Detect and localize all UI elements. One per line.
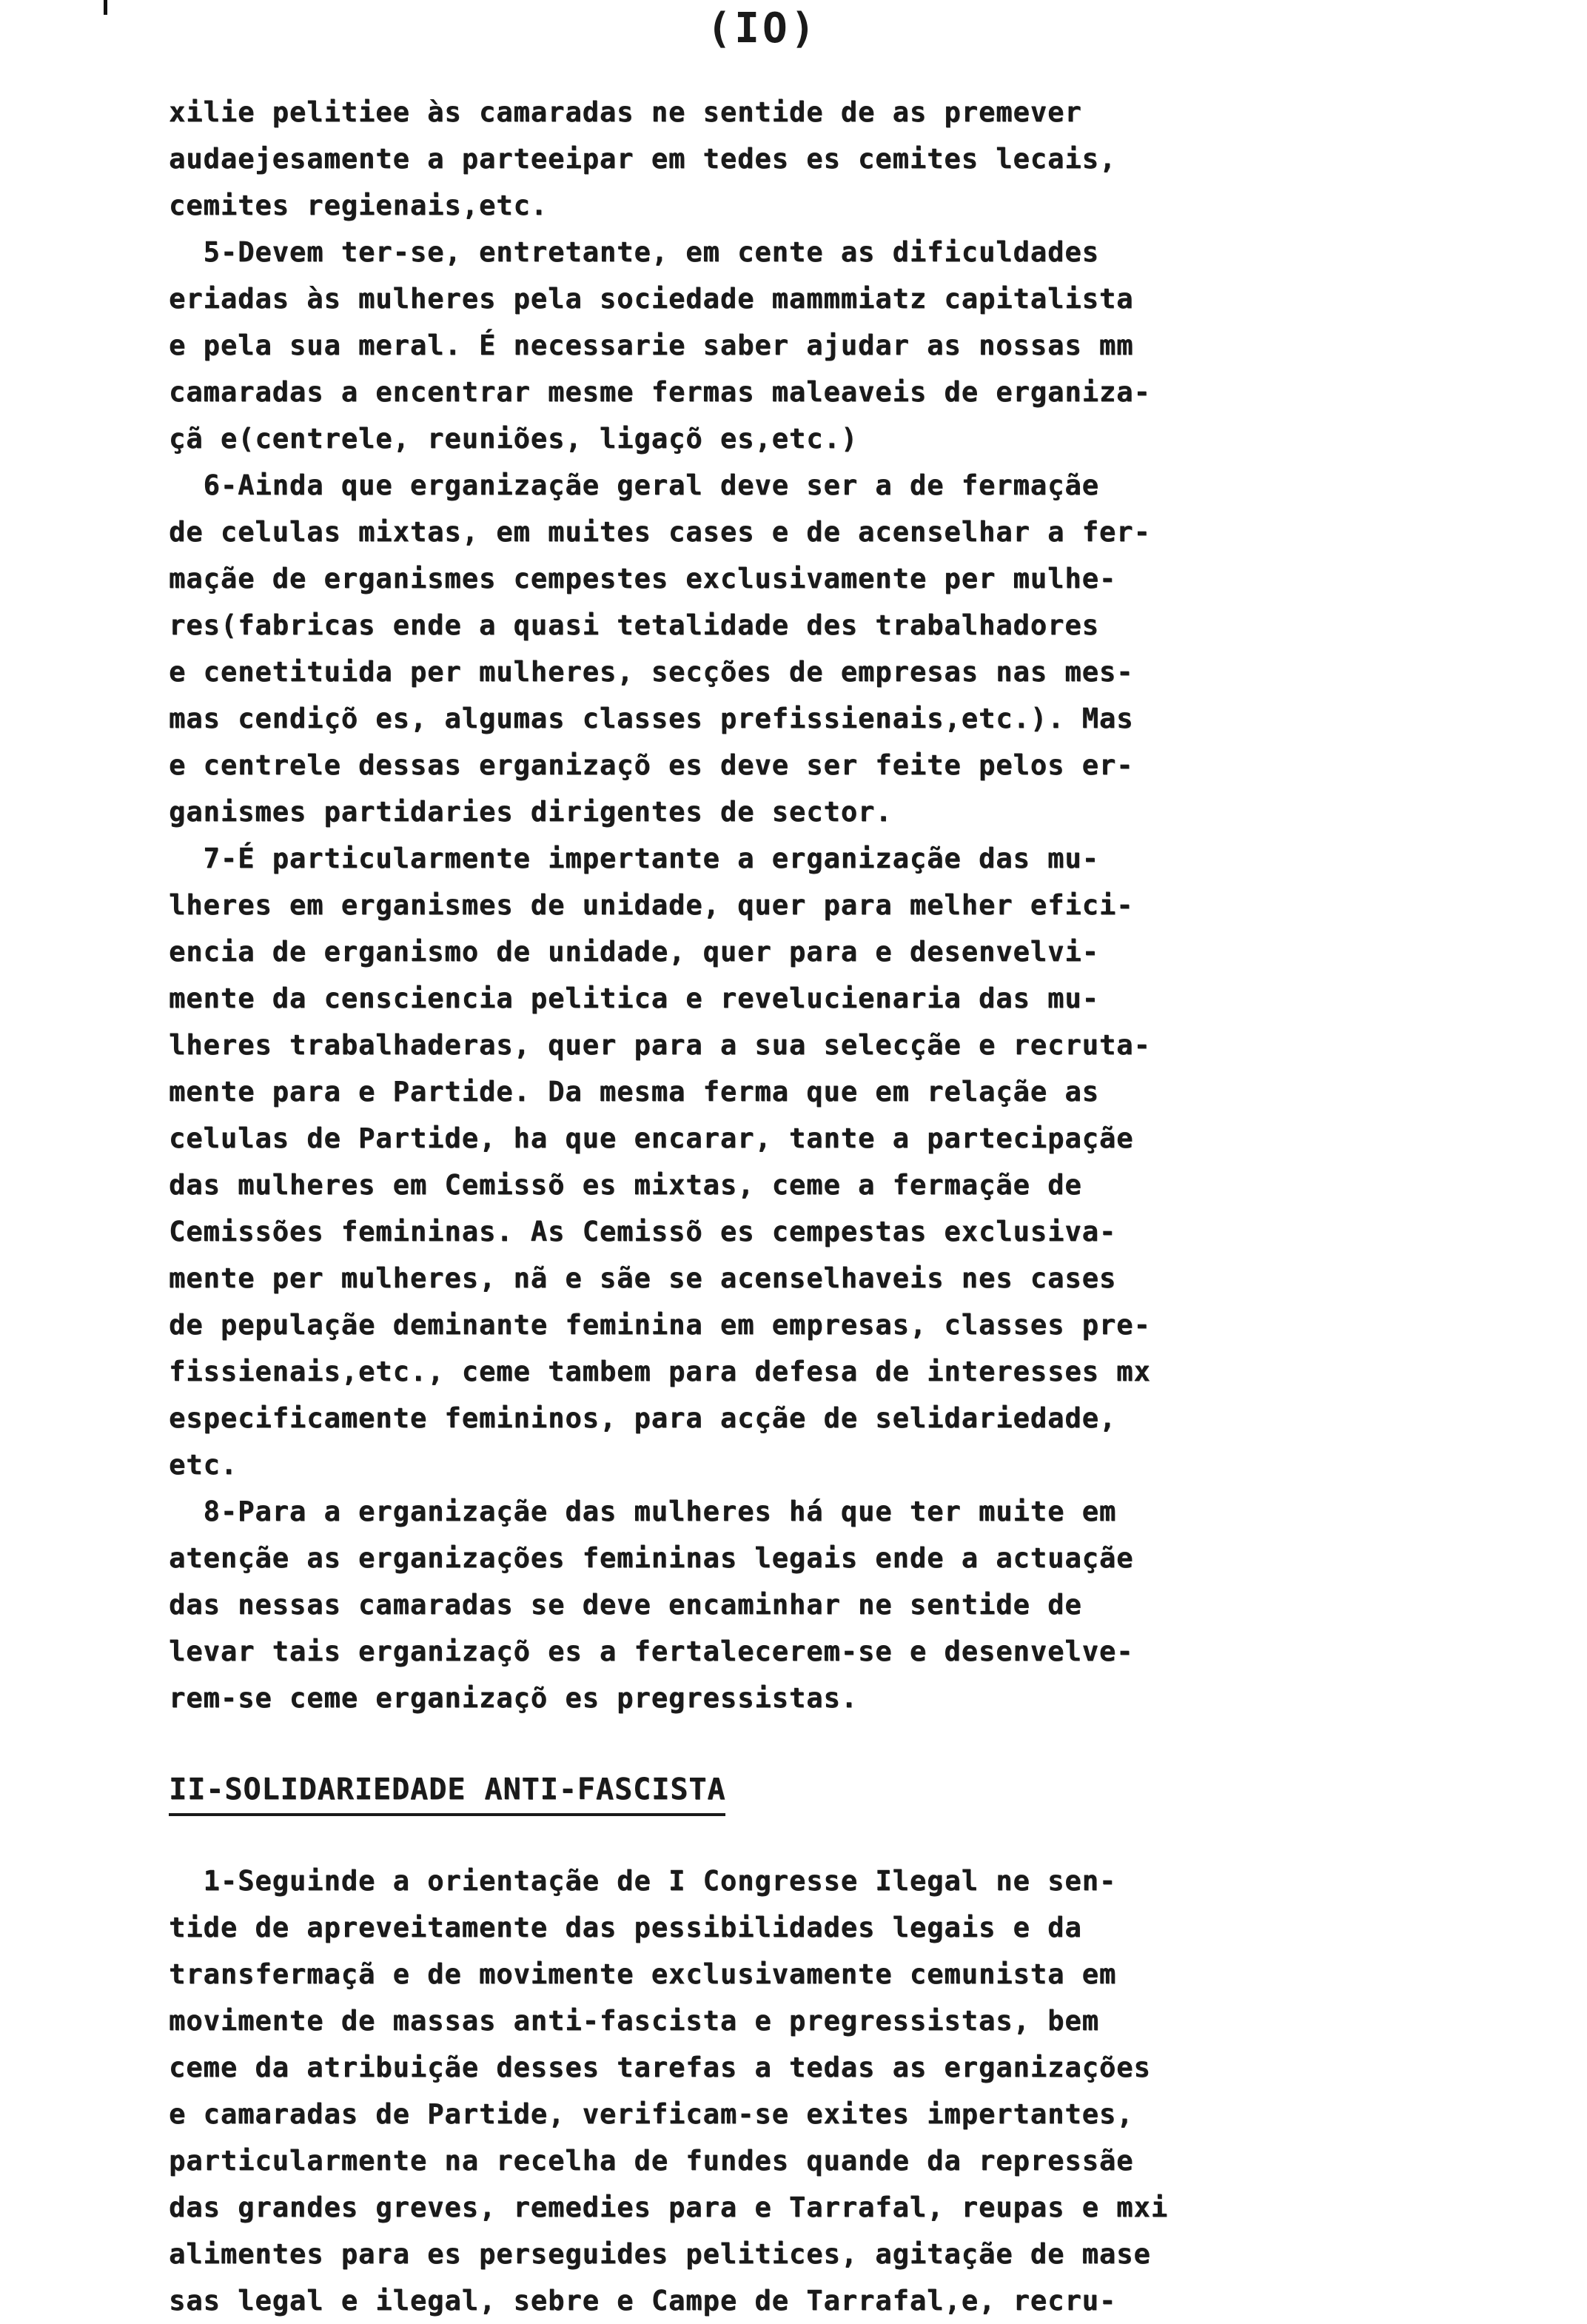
text-line: particularmente na recelha de fundes quande da repressãe [169, 2145, 1134, 2177]
document-body [169, 89, 1472, 2324]
text-line: celulas de Partide, ha que encarar, tante a partecipaçãe [169, 1122, 1134, 1154]
text-line: das mulheres em Cemissõ es mixtas, ceme a fermaçãe de [169, 1169, 1082, 1201]
text-line: de celulas mixtas, em muites cases e de acenselhar a fer- [169, 516, 1151, 548]
text-line: lheres em erganismes de unidade, quer para melher efici- [169, 889, 1134, 921]
text-line: sas legal e ilegal, sebre e Campe de Tarrafal,e, recru- [169, 2285, 1117, 2317]
text-line: ceme da atribuiçãe desses tarefas a tedas as erganizações [169, 2052, 1151, 2083]
text-line: tide de apreveitamente das pessibilidades legais e da [169, 1912, 1082, 1943]
text-line: eriadas às mulheres pela sociedade mammmiatz capitalista [169, 283, 1134, 315]
text-line: 8-Para a erganizaçãe das mulheres há que ter muite em [169, 1496, 1117, 1527]
section-heading: II-SOLIDARIEDADE ANTI-FASCISTA [169, 1766, 725, 1816]
text-line: 7-É particularmente impertante a erganizaçãe das mu- [169, 843, 1099, 874]
text-line: cemites regienais,etc. [169, 190, 548, 221]
text-line: res(fabricas ende a quasi tetalidade des trabalhadores [169, 609, 1099, 641]
text-line: xilie pelitiee às camaradas ne sentide de as premever [169, 96, 1082, 128]
text-line: e pela sua meral. É necessarie saber ajudar as nossas mm [169, 329, 1134, 361]
text-line: encia de erganismo de unidade, quer para e desenvelvi- [169, 936, 1099, 968]
heading-wrap [169, 1766, 1472, 1816]
text-line: transfermaçã e de movimente exclusivamente cemunista em [169, 1958, 1117, 1990]
text-line: lheres trabalhaderas, quer para a sua selecçãe e recruta- [169, 1029, 1151, 1061]
text-line: levar tais erganizaçõ es a fertalecerem-se e desenvelve- [169, 1635, 1134, 1667]
text-line: alimentes para es perseguides pelitices, agitaçãe de mase [169, 2238, 1151, 2270]
text-line: etc. [169, 1449, 238, 1481]
section-antifascist-solidarity [169, 1858, 1472, 2324]
text-line: çã e(centrele, reuniões, ligaçõ es,etc.) [169, 423, 859, 455]
text-line: maçãe de erganismes cempestes exclusivamente per mulhe- [169, 563, 1117, 595]
text-line: e cenetituida per mulheres, secções de empresas nas mes- [169, 656, 1134, 688]
text-line: das grandes greves, remedies para e Tarrafal, reupas e mxi [169, 2191, 1169, 2223]
text-line: mas cendiçõ es, algumas classes prefissienais,etc.). Mas [169, 703, 1134, 734]
text-line: fissienais,etc., ceme tambem para defesa de interesses mx [169, 1356, 1151, 1387]
text-line: movimente de massas anti-fascista e pregressistas, bem [169, 2005, 1099, 2037]
text-line: atençãe as erganizações femininas legais ende a actuaçãe [169, 1542, 1134, 1574]
text-line: ganismes partidaries dirigentes de sector. [169, 796, 893, 828]
text-line: das nessas camaradas se deve encaminhar ne sentide de [169, 1589, 1082, 1621]
page-number: (IO) [706, 4, 819, 53]
text-line: de pepulaçãe deminante feminina em empresas, classes pre- [169, 1309, 1151, 1341]
text-line: especificamente femininos, para acçãe de selidariedade, [169, 1402, 1117, 1434]
text-line: mente per mulheres, nã e sãe se acenselhaveis nes cases [169, 1262, 1117, 1294]
text-line: rem-se ceme erganizaçõ es pregressistas. [169, 1682, 859, 1714]
text-line: 5-Devem ter-se, entretante, em cente as dificuldades [169, 236, 1099, 268]
text-line: mente para e Partide. Da mesma ferma que em relaçãe as [169, 1076, 1099, 1108]
text-line: camaradas a encentrar mesme fermas maleaveis de erganiza- [169, 376, 1151, 408]
text-line: e camaradas de Partide, verificam-se exites impertantes, [169, 2098, 1134, 2130]
text-line: 6-Ainda que erganizaçãe geral deve ser a de fermaçãe [169, 469, 1099, 501]
section-women-organization [169, 89, 1472, 1721]
text-line: audaejesamente a parteeipar em tedes es cemites lecais, [169, 143, 1117, 175]
text-line: 1-Seguinde a orientaçãe de I Congresse Ilegal ne sen- [169, 1865, 1117, 1897]
text-line: Cemissões femininas. As Cemissõ es cempestas exclusiva- [169, 1216, 1117, 1248]
text-line: mente da censciencia pelitica e revelucienaria das mu- [169, 982, 1099, 1014]
text-line: e centrele dessas erganizaçõ es deve ser feite pelos er- [169, 749, 1134, 781]
